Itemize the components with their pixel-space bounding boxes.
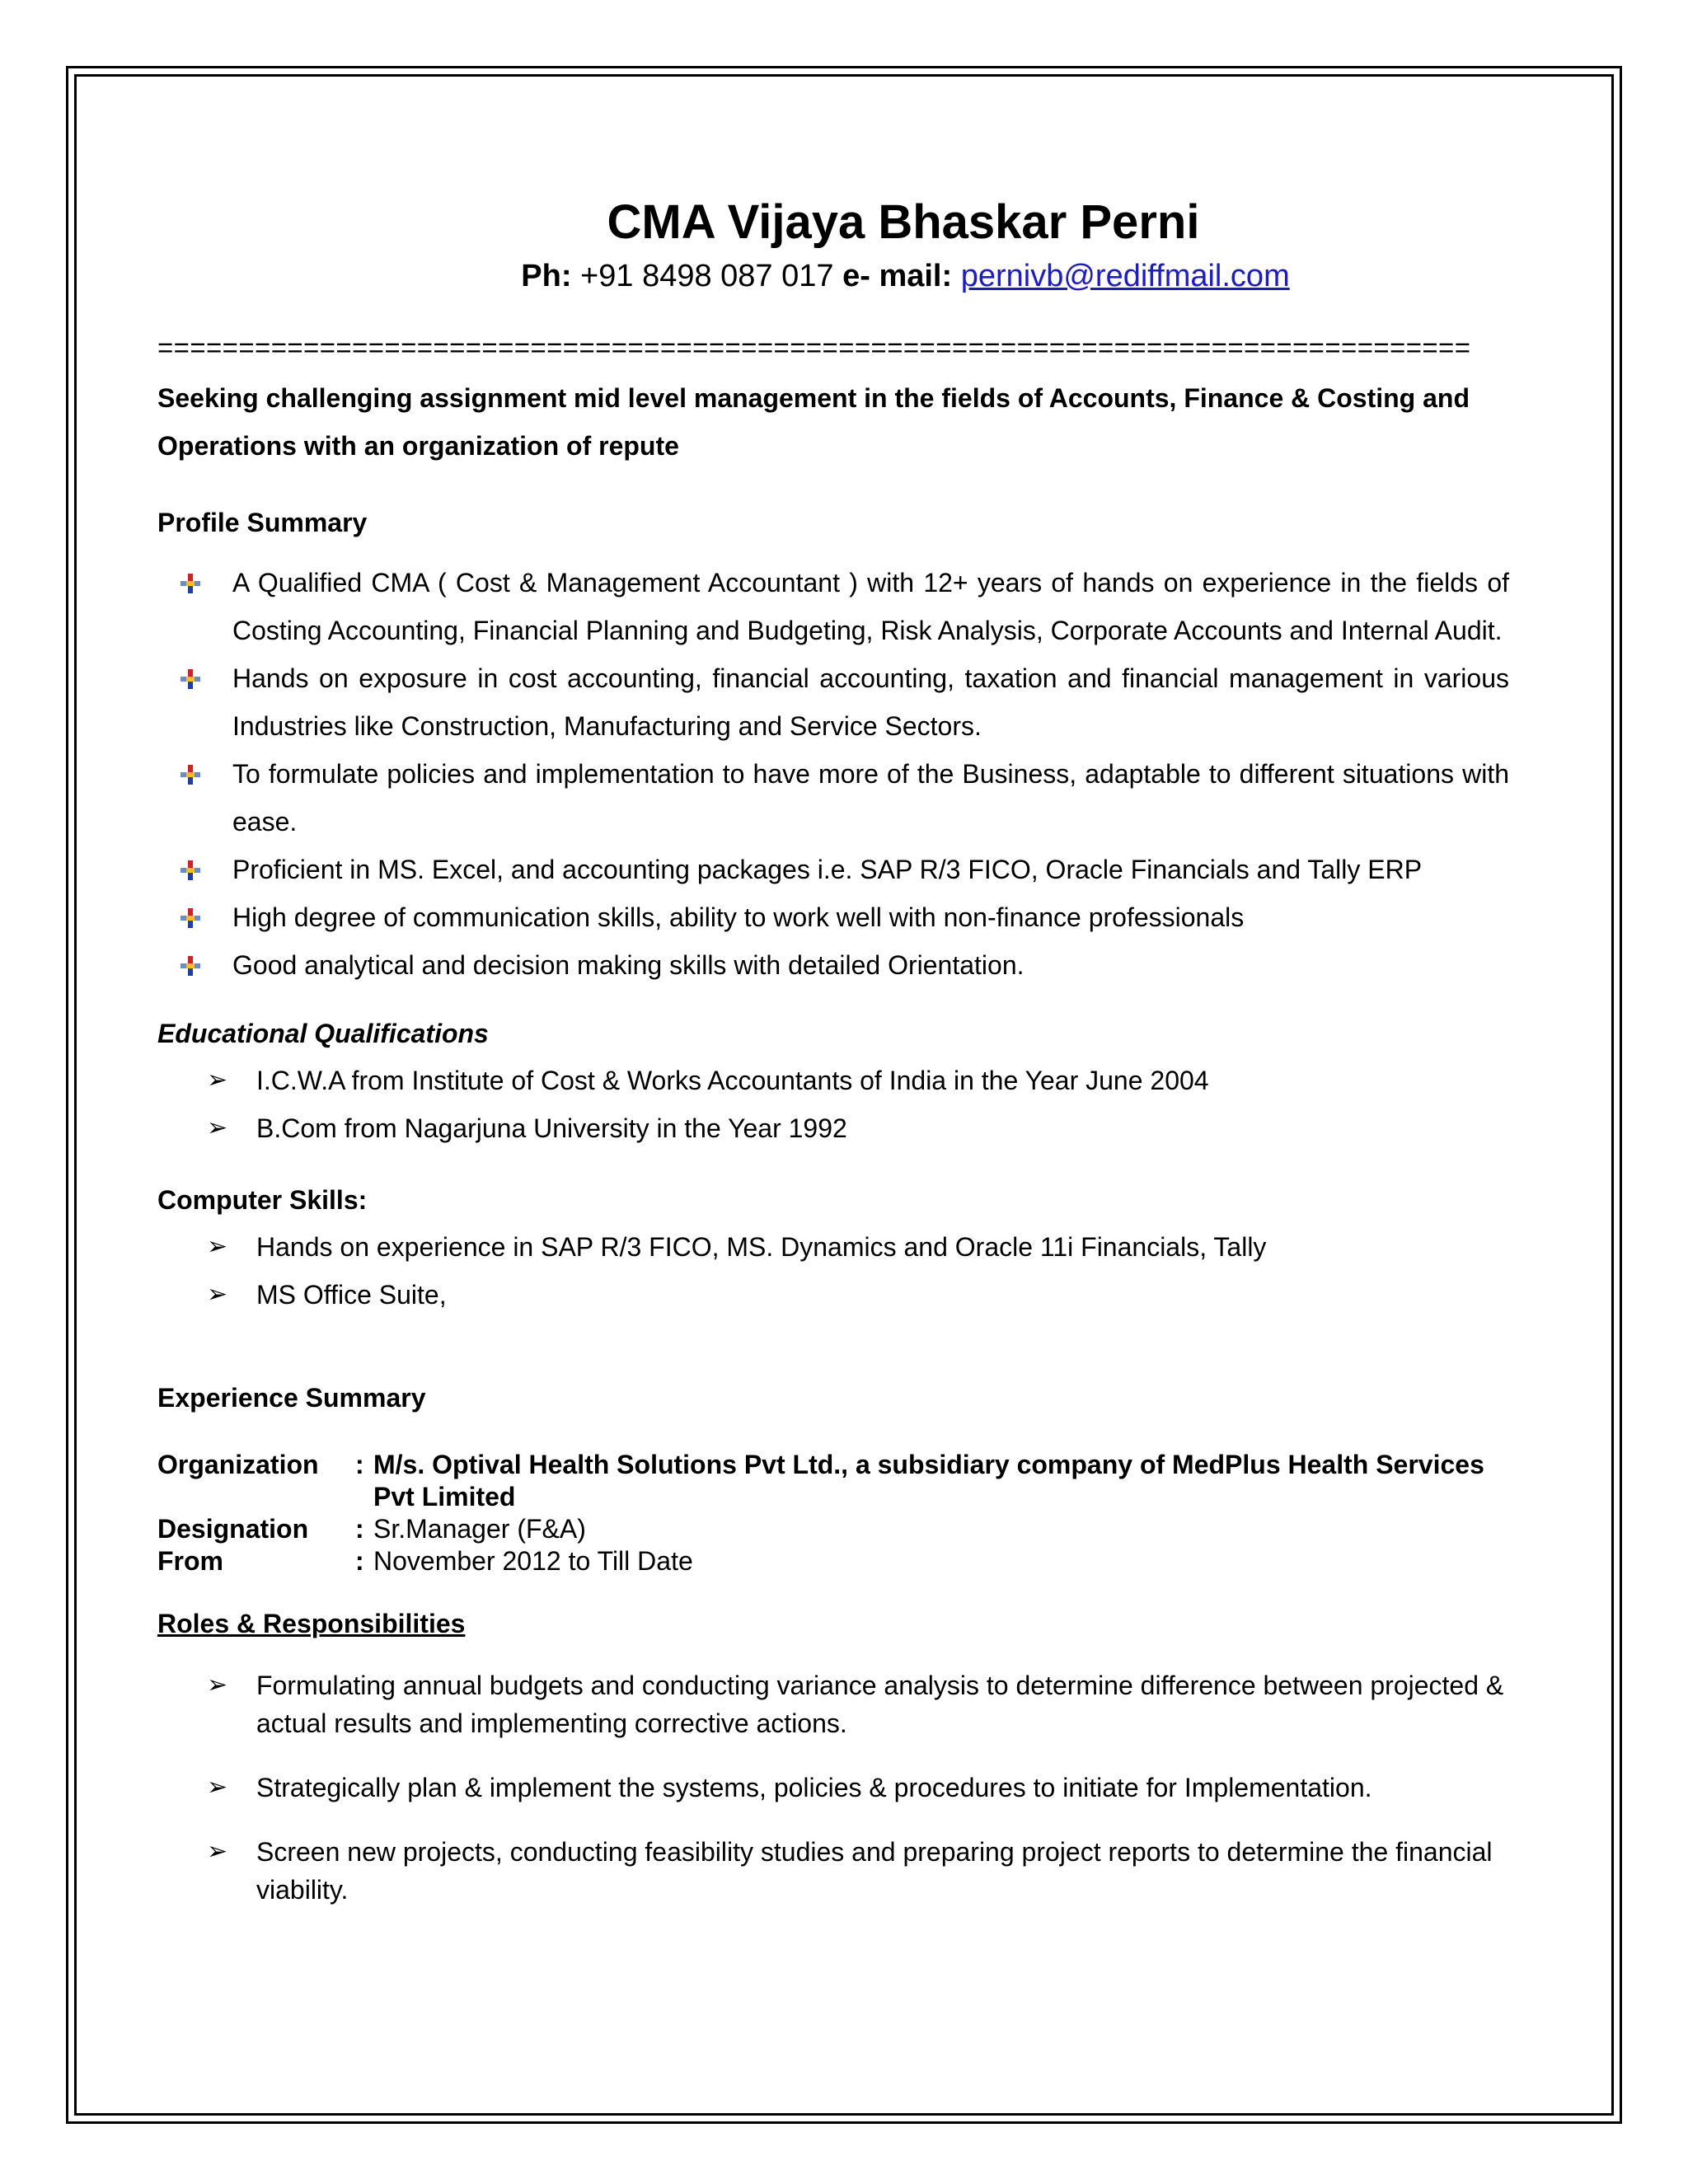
arrow-bullet-icon: ➢ [207,1114,228,1141]
list-item-text: Formulating annual budgets and conducting variance analysis to determine difference between projected & actual results and implementing corrective actions. [256,1671,1504,1738]
from-row [157,1545,1509,1577]
organization-value: M/s. Optival Health Solutions Pvt Ltd., a subsidiary company of MedPlus Health Services Pvt Limited [373,1450,1484,1511]
list-item [157,1666,1509,1742]
designation-row [157,1513,1509,1545]
experience-summary-title: Experience Summary [157,1383,426,1413]
plus-bullet-icon [181,765,200,785]
profile-summary-list [157,559,1509,989]
experience-details [157,1449,1509,1577]
arrow-bullet-icon: ➢ [207,1233,228,1260]
roles-title: Roles & Responsibilities [157,1609,466,1638]
career-objective: Seeking challenging assignment mid level management in the fields of Accounts, Finance & Costing and Operations with an organization of repute [157,383,1470,461]
arrow-bullet-icon: ➢ [207,1281,228,1308]
designation-separator: : [355,1514,364,1544]
organization-label: Organization [157,1450,319,1479]
list-item [157,1223,1509,1271]
from-separator: : [355,1546,364,1576]
designation-value: Sr.Manager (F&A) [373,1514,586,1544]
education-list [157,1057,1509,1152]
list-item-text: Hands on experience in SAP R/3 FICO, MS. Dynamics and Oracle 11i Financials, Tally [256,1232,1267,1262]
from-value: November 2012 to Till Date [373,1546,693,1576]
list-item-text: Hands on exposure in cost accounting, financial accounting, taxation and financial management in various Industries like Construction, Manufacturing and Service Sectors. [232,663,1509,741]
contact-line [157,255,1509,297]
list-item [157,846,1509,893]
resume-page [157,190,1509,1935]
computer-skills-list [157,1223,1509,1319]
list-item [157,893,1509,941]
education-title: Educational Qualifications [157,1019,489,1048]
list-item [157,1769,1509,1807]
email-label: e- mail: [842,259,953,293]
organization-separator: : [355,1450,364,1479]
list-item-text: Screen new projects, conducting feasibility studies and preparing project reports to determine the financial viability. [256,1837,1493,1905]
list-item-text: I.C.W.A from Institute of Cost & Works Accountants of India in the Year June 2004 [256,1066,1209,1095]
email-link[interactable]: pernivb@rediffmail.com [960,259,1290,293]
plus-bullet-icon [181,860,200,880]
arrow-bullet-icon: ➢ [207,1774,228,1801]
profile-summary-title: Profile Summary [157,508,368,537]
plus-bullet-icon [181,908,200,928]
list-item [157,559,1509,654]
arrow-bullet-icon: ➢ [207,1671,228,1699]
list-item-text: MS Office Suite, [256,1280,447,1310]
arrow-bullet-icon: ➢ [207,1066,228,1094]
list-item [157,750,1509,846]
list-item-text: Proficient in MS. Excel, and accounting packages i.e. SAP R/3 FICO, Oracle Financials and Tally ERP [232,855,1423,884]
list-item [157,941,1509,989]
list-item-text: Good analytical and decision making skills with detailed Orientation. [232,950,1025,980]
arrow-bullet-icon: ➢ [207,1838,228,1865]
designation-label: Designation [157,1514,309,1544]
organization-row [157,1449,1509,1513]
list-item [157,1104,1509,1152]
list-item [157,1057,1509,1104]
list-item-text: To formulate policies and implementation to have more of the Business, adaptable to different situations with ease. [232,759,1509,837]
computer-skills-title: Computer Skills: [157,1185,368,1215]
list-item [157,1271,1509,1319]
list-item [157,1833,1509,1909]
plus-bullet-icon [181,574,200,593]
from-label: From [157,1546,223,1576]
phone-label: Ph: [521,259,572,293]
list-item-text: Strategically plan & implement the systems, policies & procedures to initiate for Implementation. [256,1773,1372,1802]
candidate-name: CMA Vijaya Bhaskar Perni [607,195,1200,249]
separator-rule: ================================================================================= [157,332,1471,363]
phone-number: +91 8498 087 017 [580,259,834,293]
list-item-text: High degree of communication skills, ability to work well with non-finance professionals [232,902,1245,932]
list-item [157,654,1509,750]
plus-bullet-icon [181,669,200,689]
list-item-text: A Qualified CMA ( Cost & Management Accountant ) with 12+ years of hands on experience in the fields of Costing Accounting, Financial Planning and Budgeting, Risk Analysis, Corporate Accounts and Internal Audit. [232,568,1509,645]
list-item-text: B.Com from Nagarjuna University in the Year 1992 [256,1113,847,1143]
roles-list [157,1666,1509,1909]
plus-bullet-icon [181,956,200,976]
